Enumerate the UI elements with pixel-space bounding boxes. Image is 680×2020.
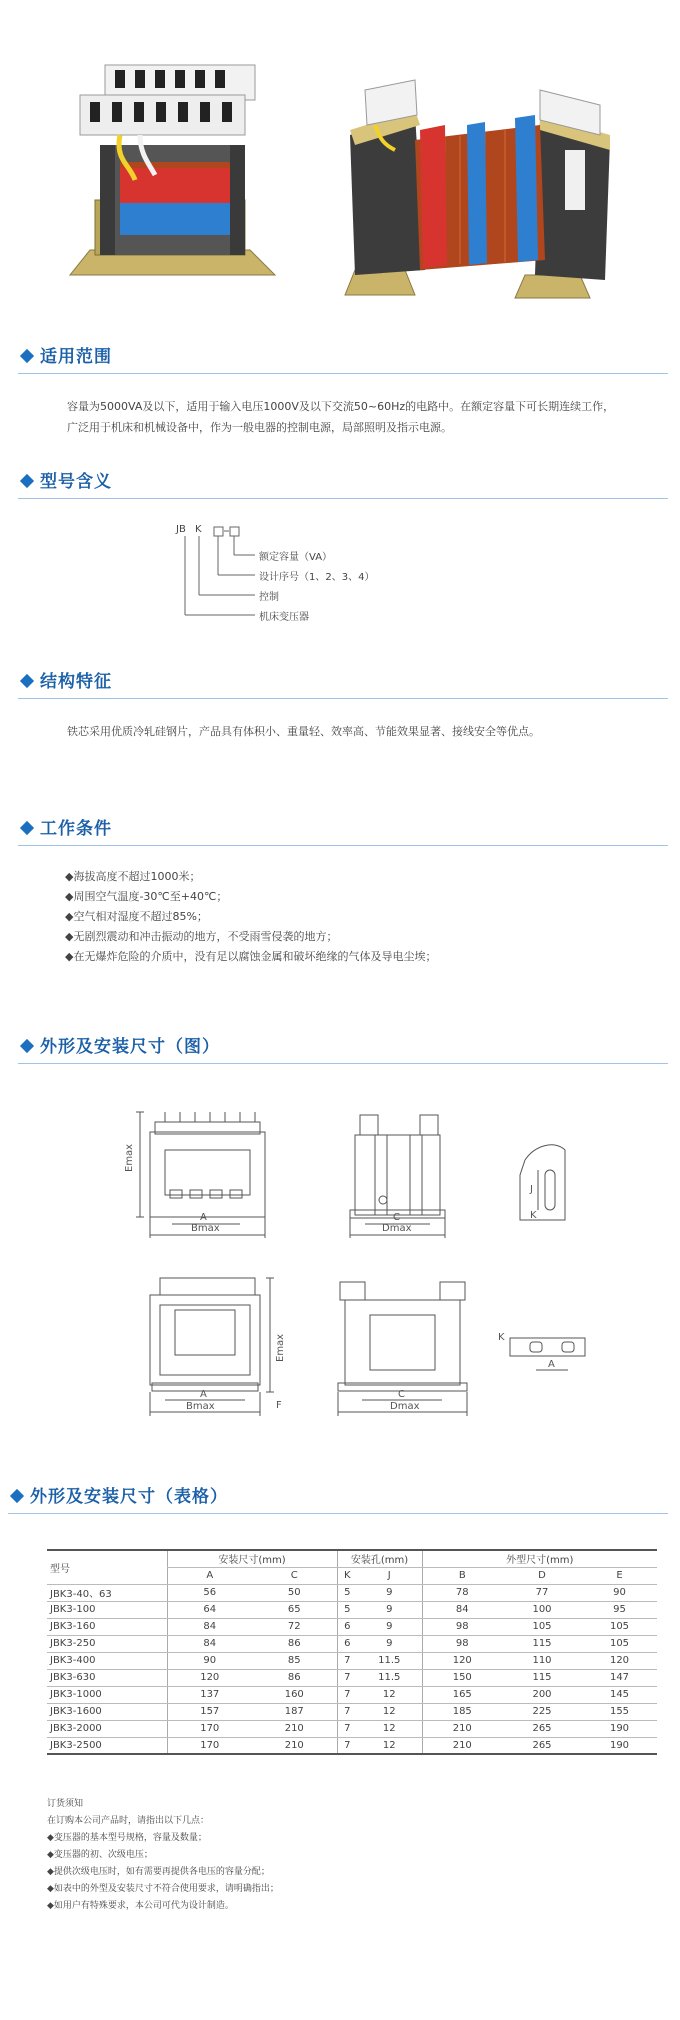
table-cell: 9 <box>357 1601 422 1618</box>
section-divider <box>18 498 668 499</box>
notes-title: 订货须知 <box>47 1799 84 1809</box>
dim-label-k-2: K <box>498 1332 505 1343</box>
table-row <box>47 1601 657 1618</box>
section-divider <box>18 373 668 374</box>
dim-label-a-2: A <box>200 1389 207 1400</box>
section-divider <box>18 845 668 846</box>
table-cell: 190 <box>582 1720 657 1737</box>
section-dims-figure <box>18 1030 668 1064</box>
table-cell: 9 <box>357 1618 422 1635</box>
scope-line-2: 广泛用于机床和机械设备中，作为一般电器的控制电源，局部照明及指示电源。 <box>67 421 452 434</box>
table-cell: 265 <box>502 1720 582 1737</box>
spec-table-body <box>47 1584 657 1754</box>
dimension-drawings <box>0 1100 680 1440</box>
cell-model: JBK3-400 <box>47 1652 167 1669</box>
table-cell: 110 <box>502 1652 582 1669</box>
dim-label-dmax: Dmax <box>382 1223 412 1234</box>
table-cell: 100 <box>502 1601 582 1618</box>
section-scope <box>18 340 668 374</box>
table-cell: 165 <box>422 1686 502 1703</box>
table-cell: 185 <box>422 1703 502 1720</box>
section-dims-table <box>8 1480 668 1514</box>
section-divider <box>18 1063 668 1064</box>
group-holes-header: 安装孔(mm) <box>337 1550 422 1567</box>
table-cell: 6 <box>337 1635 357 1652</box>
section-title: 结构特征 <box>40 672 112 692</box>
table-cell: 120 <box>167 1669 252 1686</box>
notes-line: ◆变压器的初、次级电压； <box>47 1850 153 1860</box>
table-cell: 84 <box>167 1635 252 1652</box>
section-title: 外形及安装尺寸（图） <box>40 1037 220 1057</box>
table-cell: 155 <box>582 1703 657 1720</box>
condition-item: ◆海拔高度不超过1000米； <box>65 870 201 883</box>
transformer-photo-small <box>60 50 290 290</box>
table-cell: 9 <box>357 1635 422 1652</box>
group-install-header: 安装尺寸(mm) <box>167 1550 337 1567</box>
table-cell: 157 <box>167 1703 252 1720</box>
section-title: 工作条件 <box>40 819 112 839</box>
dim-label-f: F <box>276 1400 282 1411</box>
notes-line: ◆提供次级电压时，如有需要再提供各电压的容量分配； <box>47 1867 270 1877</box>
scope-text <box>67 396 672 438</box>
table-cell: 7 <box>337 1686 357 1703</box>
section-divider <box>18 698 668 699</box>
spec-table <box>47 1549 657 1755</box>
label-design-no: 设计序号（1、2、3、4） <box>259 572 375 583</box>
dim-label-c: C <box>393 1212 400 1223</box>
col-model-header: 型号 <box>47 1550 167 1584</box>
conditions-list <box>65 867 625 967</box>
table-row <box>47 1652 657 1669</box>
condition-item: ◆在无爆炸危险的介质中，没有足以腐蚀金属和破坏绝缘的气体及导电尘埃； <box>65 950 437 963</box>
table-cell: 64 <box>167 1601 252 1618</box>
table-row <box>47 1618 657 1635</box>
table-cell: 160 <box>252 1686 337 1703</box>
dim-label-bmax-2: Bmax <box>186 1401 215 1412</box>
diamond-icon <box>20 821 34 835</box>
code-jb: JB <box>176 524 186 535</box>
table-cell: 145 <box>582 1686 657 1703</box>
table-cell: 210 <box>252 1737 337 1754</box>
table-row <box>47 1686 657 1703</box>
dim-label-dmax-2: Dmax <box>390 1401 420 1412</box>
diamond-icon <box>20 474 34 488</box>
section-divider <box>8 1513 668 1514</box>
table-cell: 56 <box>167 1584 252 1601</box>
table-cell: 78 <box>422 1584 502 1601</box>
dim-label-c-2: C <box>398 1389 405 1400</box>
section-structure <box>18 665 668 699</box>
table-cell: 50 <box>252 1584 337 1601</box>
table-cell: 90 <box>167 1652 252 1669</box>
code-k: K <box>195 524 202 535</box>
table-row <box>47 1669 657 1686</box>
table-cell: 120 <box>582 1652 657 1669</box>
section-title: 适用范围 <box>40 347 112 367</box>
table-row <box>47 1584 657 1601</box>
table-cell: 9 <box>357 1584 422 1601</box>
cell-model: JBK3-160 <box>47 1618 167 1635</box>
table-cell: 98 <box>422 1618 502 1635</box>
table-cell: 77 <box>502 1584 582 1601</box>
col-header: D <box>502 1567 582 1584</box>
dim-label-emax: Emax <box>124 1143 135 1172</box>
table-cell: 95 <box>582 1601 657 1618</box>
table-cell: 105 <box>582 1635 657 1652</box>
table-cell: 105 <box>582 1618 657 1635</box>
notes-line: ◆如表中的外型及安装尺寸不符合使用要求，请明确指出； <box>47 1884 279 1894</box>
diamond-icon <box>20 1039 34 1053</box>
model-code-diagram <box>170 520 430 640</box>
table-cell: 12 <box>357 1737 422 1754</box>
table-cell: 137 <box>167 1686 252 1703</box>
dim-label-j: J <box>530 1184 533 1195</box>
col-header: A <box>167 1567 252 1584</box>
cell-model: JBK3-250 <box>47 1635 167 1652</box>
section-model <box>18 465 668 499</box>
table-cell: 200 <box>502 1686 582 1703</box>
dim-label-a: A <box>200 1212 207 1223</box>
table-cell: 7 <box>337 1669 357 1686</box>
table-cell: 115 <box>502 1669 582 1686</box>
table-cell: 7 <box>337 1652 357 1669</box>
section-title: 外形及安装尺寸（表格） <box>30 1487 228 1507</box>
table-cell: 7 <box>337 1737 357 1754</box>
condition-item: ◆空气相对湿度不超过85%； <box>65 910 208 923</box>
label-control: 控制 <box>259 592 279 603</box>
table-cell: 190 <box>582 1737 657 1754</box>
col-header: J <box>357 1567 422 1584</box>
table-cell: 86 <box>252 1669 337 1686</box>
condition-item: ◆无剧烈震动和冲击振动的地方，不受雨雪侵袭的地方； <box>65 930 338 943</box>
condition-item: ◆周围空气温度-30℃至+40℃； <box>65 890 228 903</box>
table-cell: 7 <box>337 1703 357 1720</box>
cell-model: JBK3-100 <box>47 1601 167 1618</box>
table-cell: 105 <box>502 1618 582 1635</box>
dim-label-k: K <box>530 1210 537 1221</box>
structure-text: 铁芯采用优质冷轧硅钢片，产品具有体积小、重量轻、效率高、节能效果显著、接线安全等优点。 <box>67 725 540 738</box>
diamond-icon <box>10 1489 24 1503</box>
order-notes <box>47 1796 647 1915</box>
table-cell: 11.5 <box>357 1669 422 1686</box>
table-cell: 98 <box>422 1635 502 1652</box>
table-cell: 265 <box>502 1737 582 1754</box>
table-cell: 150 <box>422 1669 502 1686</box>
table-cell: 170 <box>167 1720 252 1737</box>
table-cell: 65 <box>252 1601 337 1618</box>
table-cell: 85 <box>252 1652 337 1669</box>
section-conditions <box>18 812 668 846</box>
section-title: 型号含义 <box>40 472 112 492</box>
table-cell: 7 <box>337 1720 357 1737</box>
table-cell: 6 <box>337 1618 357 1635</box>
dim-label-bmax: Bmax <box>191 1223 220 1234</box>
notes-line: 在订购本公司产品时，请指出以下几点： <box>47 1816 210 1826</box>
table-cell: 147 <box>582 1669 657 1686</box>
diamond-icon <box>20 349 34 363</box>
cell-model: JBK3-40、63 <box>47 1584 167 1601</box>
table-cell: 210 <box>252 1720 337 1737</box>
table-cell: 11.5 <box>357 1652 422 1669</box>
table-cell: 210 <box>422 1720 502 1737</box>
notes-line: ◆变压器的基本型号规格，容量及数量； <box>47 1833 207 1843</box>
cell-model: JBK3-1600 <box>47 1703 167 1720</box>
table-cell: 225 <box>502 1703 582 1720</box>
cell-model: JBK3-1000 <box>47 1686 167 1703</box>
col-header: C <box>252 1567 337 1584</box>
table-cell: 12 <box>357 1720 422 1737</box>
transformer-photo-large <box>335 60 625 300</box>
diamond-icon <box>20 674 34 688</box>
table-cell: 187 <box>252 1703 337 1720</box>
table-cell: 84 <box>167 1618 252 1635</box>
table-cell: 170 <box>167 1737 252 1754</box>
dim-label-emax-2: Emax <box>275 1333 286 1362</box>
table-cell: 86 <box>252 1635 337 1652</box>
table-cell: 90 <box>582 1584 657 1601</box>
col-header: B <box>422 1567 502 1584</box>
label-machine-transformer: 机床变压器 <box>259 612 309 623</box>
table-cell: 84 <box>422 1601 502 1618</box>
table-cell: 5 <box>337 1601 357 1618</box>
table-row <box>47 1720 657 1737</box>
col-header: E <box>582 1567 657 1584</box>
scope-line-1: 容量为5000VA及以下，适用于输入电压1000V及以下交流50~60Hz的电路中。在额定容量下可长期连续工作， <box>67 400 615 413</box>
dim-label-a-3: A <box>548 1359 555 1370</box>
notes-line: ◆如用户有特殊要求，本公司可代为设计制造。 <box>47 1901 234 1911</box>
table-cell: 12 <box>357 1703 422 1720</box>
cell-model: JBK3-2500 <box>47 1737 167 1754</box>
label-capacity: 额定容量（VA） <box>259 552 333 563</box>
table-cell: 72 <box>252 1618 337 1635</box>
group-outline-header: 外型尺寸(mm) <box>422 1550 657 1567</box>
col-header: K <box>337 1567 357 1584</box>
table-cell: 12 <box>357 1686 422 1703</box>
table-row <box>47 1737 657 1754</box>
cell-model: JBK3-2000 <box>47 1720 167 1737</box>
table-row <box>47 1635 657 1652</box>
table-row <box>47 1703 657 1720</box>
table-cell: 5 <box>337 1584 357 1601</box>
table-cell: 120 <box>422 1652 502 1669</box>
cell-model: JBK3-630 <box>47 1669 167 1686</box>
table-cell: 210 <box>422 1737 502 1754</box>
table-cell: 115 <box>502 1635 582 1652</box>
